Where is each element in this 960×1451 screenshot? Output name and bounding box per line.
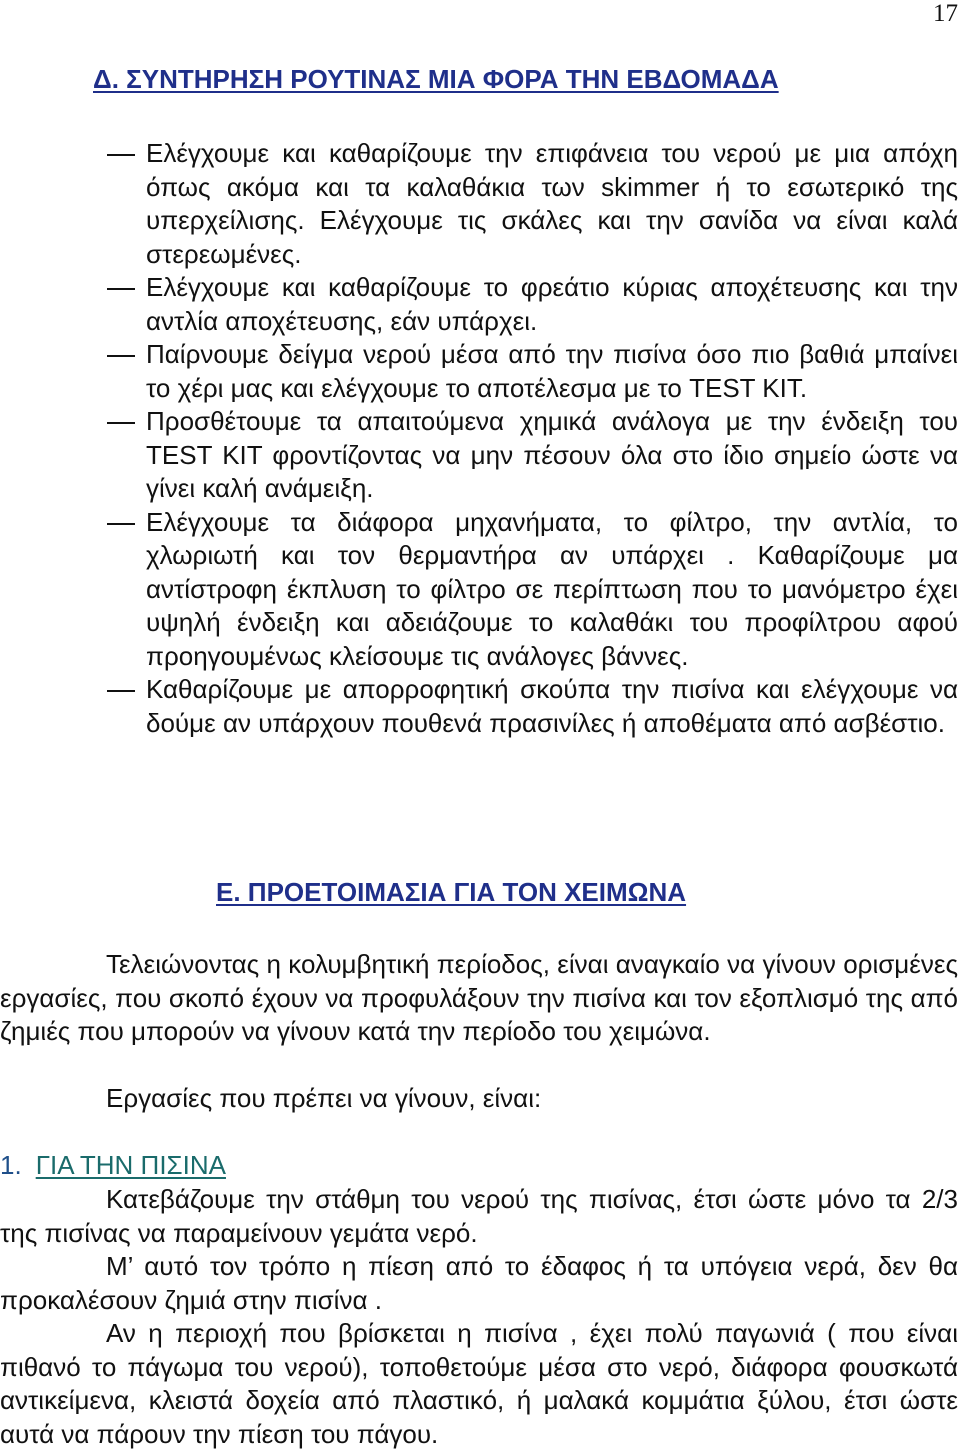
- list-item-text: Προσθέτουμε τα απαιτούμενα χημικά ανάλογα με την ένδειξη του TEST KIT φροντίζοντας να μην πέσουν όλα στο ίδιο σημείο ώστε να γίνει καλή ανάμειξη.: [146, 406, 958, 503]
- list-item-text: Ελέγχουμε τα διάφορα μηχανήματα, το φίλτρο, την αντλία, το χλωριωτή και τον θερμαντήρα αν υπάρχει . Καθαρίζουμε μα αντίστροφη έκπλυση το φίλτρο σε περίπτωση που το μανόμετρο έχει υψηλή ένδειξη και αδειάζουμε το καλαθάκι του προφίλτρου αφού προηγουμένως κλείσουμε τις ανάλογες βάννες.: [146, 506, 958, 671]
- section-d-heading: Δ. ΣΥΝΤΗΡΗΣΗ ΡΟΥΤΙΝΑΣ ΜΙΑ ΦΟΡΑ ΤΗΝ ΕΒΔΟΜΑΔΑ: [93, 64, 779, 94]
- tasks-intro-paragraph: Εργασίες που πρέπει να γίνουν, είναι:: [106, 1083, 542, 1113]
- list-item: [0, 673, 960, 740]
- dash-bullet-icon: [107, 355, 135, 357]
- dash-bullet-icon: [107, 154, 135, 156]
- dash-bullet-icon: [107, 690, 135, 692]
- dash-bullet-icon: [107, 288, 135, 290]
- list-item-text: Ελέγχουμε και καθαρίζουμε το φρεάτιο κύριας αποχέτευσης και την αντλία αποχέτευσης, εάν υπάρχει.: [146, 272, 958, 336]
- list-item-text: Καθαρίζουμε με απορροφητική σκούπα την πισίνα και ελέγχουμε να δούμε αν υπάρχουν πουθενά πρασινίλες ή αποθέματα από ασβέστιο.: [146, 674, 958, 738]
- list-item: [0, 338, 960, 405]
- list-item: [0, 405, 960, 506]
- pool-paragraph: Κατεβάζουμε την στάθμη του νερού της πισίνας, έτσι ώστε μόνο τα 2/3 της πισίνας να παραμείνουν γεμάτα νερό.: [0, 1184, 958, 1248]
- page-number: 17: [933, 0, 958, 27]
- numbered-heading-pool: [0, 1149, 226, 1183]
- pool-paragraph: Αν η περιοχή που βρίσκεται η πισίνα , έχει πολύ παγωνιά ( που είναι πιθανό το πάγωμα του νερού), τοποθετούμε μέσα στο νερό, διάφορα φουσκωτά αντικείμενα, κλειστά δοχεία από πλαστικό, ή μαλακά κομμάτια ξύλου, έτσι ώστε αυτά να πάρουν την πίεση του πάγου.: [0, 1318, 958, 1449]
- pool-paragraph: Μ’ αυτό τον τρόπο η πίεση από το έδαφος ή τα υπόγεια νερά, δεν θα προκαλέσουν ζημιά στην πισίνα .: [0, 1251, 958, 1315]
- list-item-text: Παίρνουμε δείγμα νερού μέσα από την πισίνα όσο πιο βαθιά μπαίνει το χέρι μας και ελέγχουμε το αποτέλεσμα με το TEST KIT.: [146, 339, 958, 403]
- list-item: [0, 271, 960, 338]
- list-item: [0, 506, 960, 674]
- dash-bullet-icon: [107, 523, 135, 525]
- weekly-maintenance-list: [0, 137, 960, 740]
- winter-intro-paragraph: Τελειώνοντας η κολυμβητική περίοδος, είναι αναγκαίο να γίνουν ορισμένες εργασίες, που σκοπό έχουν να προφυλάξουν την πισίνα και τον εξοπλισμό της από ζημιές που μπορούν να γίνουν κατά την περίοδο του χειμώνα.: [0, 949, 958, 1046]
- list-item-text: Ελέγχουμε και καθαρίζουμε την επιφάνεια του νερού με μια απόχη όπως ακόμα και τα καλαθάκια των skimmer ή το εσωτερικό της υπερχείλισης. Ελέγχουμε τις σκάλες και την σανίδα να είναι καλά στερεωμένες.: [146, 138, 958, 269]
- item-number: 1.: [0, 1150, 22, 1180]
- dash-bullet-icon: [107, 422, 135, 424]
- item-label: ΓΙΑ ΤΗΝ ΠΙΣΙΝΑ: [35, 1150, 226, 1180]
- list-item: [0, 137, 960, 271]
- section-e-heading: Ε. ΠΡΟΕΤΟΙΜΑΣΙΑ ΓΙΑ ΤΟΝ ΧΕΙΜΩΝΑ: [216, 877, 687, 907]
